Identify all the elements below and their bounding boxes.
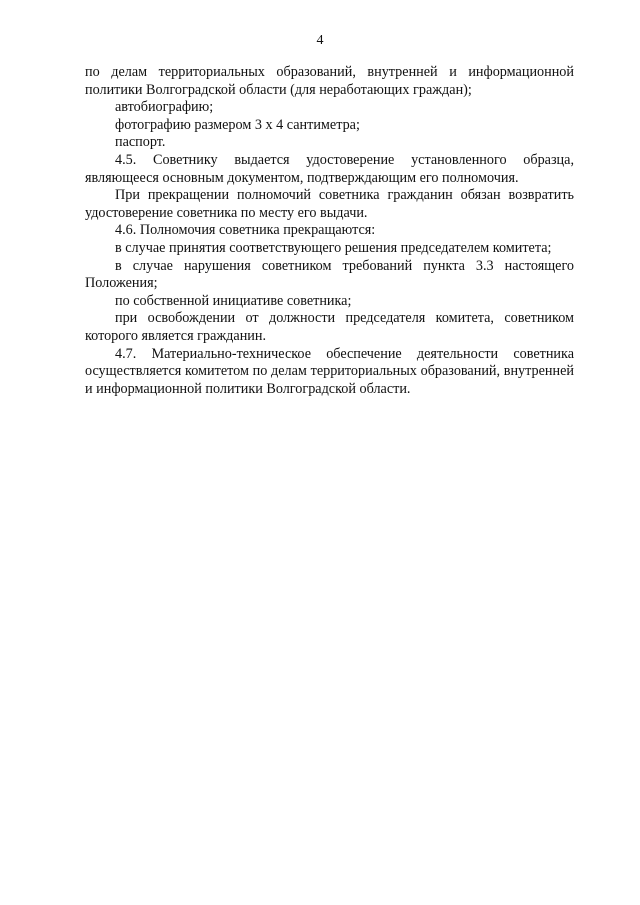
section-4-7-paragraph: 4.7. Материально-техническое обеспечение деятельности советника осуществляется комитетом по делам территориальных образований, внутренней и информационной политики Волгоградской области. <box>85 345 574 397</box>
paragraph-continuation: по делам территориальных образований, внутренней и информационной политики Волгоградской области (для неработающих граждан); <box>85 64 574 98</box>
termination-item-dismissal: при освобождении от должности председателя комитета, советником которого является гражданин. <box>85 310 574 344</box>
section-4-6-heading: 4.6. Полномочия советника прекращаются: <box>115 222 376 239</box>
termination-item-own-initiative: по собственной инициативе советника; <box>115 292 352 309</box>
return-certificate-paragraph: При прекращении полномочий советника гражданин обязан возвратить удостоверение советника по месту его выдачи. <box>85 187 574 221</box>
list-item-photo: фотографию размером 3 х 4 сантиметра; <box>115 116 360 133</box>
list-item-autobiography: автобиографию; <box>115 99 214 116</box>
document-body <box>85 64 574 398</box>
termination-item-violation: в случае нарушения советником требований пункта 3.3 настоящего Положения; <box>85 257 574 292</box>
list-item-passport: паспорт. <box>115 134 166 151</box>
page-number: 4 <box>316 33 324 48</box>
termination-item-decision: в случае принятия соответствующего решения председателем комитета; <box>115 239 552 256</box>
section-4-5-paragraph: 4.5. Советнику выдается удостоверение установленного образца, являющееся основным документом, подтверждающим его полномочия. <box>85 151 574 186</box>
